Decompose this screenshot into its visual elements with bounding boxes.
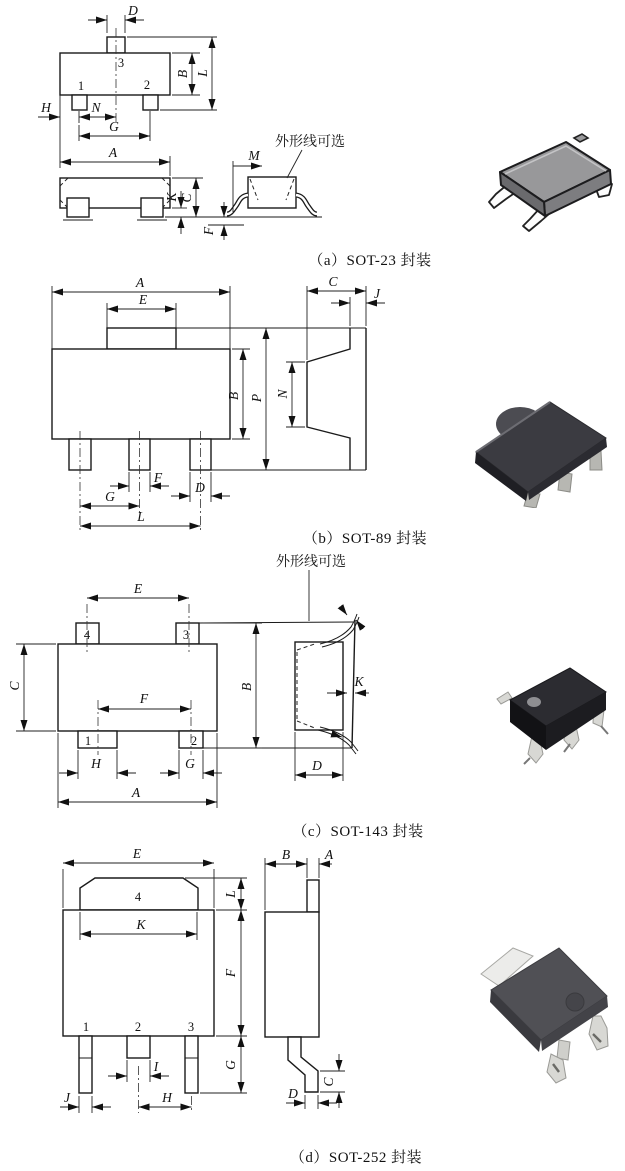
dim-label-L: L [223,890,238,898]
dim-label-H: H [91,756,101,771]
dim-label-B: B [175,69,190,79]
dim-label-D: D [288,1086,298,1101]
dim-label-F: F [223,968,238,978]
sot89-component-photo [458,380,620,508]
sot252-photo-body [481,948,608,1083]
dim-label-L: L [137,509,145,524]
pin-label-3: 3 [187,1020,195,1034]
dim-label-D: D [312,758,322,773]
sot23-top-view [60,28,170,122]
pin-label-1: 1 [84,734,92,748]
caption-sot89: （b）SOT-89 封装 [302,531,428,547]
dim-label-P: P [249,393,264,403]
dim-label-K: K [354,674,364,689]
pin-label-1: 1 [82,1020,90,1034]
dim-label-G: G [105,489,115,504]
dim-label-K: K [136,917,146,932]
dim-label-J: J [64,1090,70,1105]
dim-label-E: E [132,846,142,861]
dim-label-H: H [41,100,51,115]
sot23-photo-body [489,134,612,231]
dim-label-F: F [139,691,149,706]
dim-label-I: I [153,1059,159,1074]
dim-label-B: B [226,391,241,401]
pin-label-2: 2 [143,78,151,92]
dim-label-M: M [248,148,260,163]
dim-label-A: A [135,275,145,290]
dim-label-N: N [91,100,101,115]
dim-label-D: D [195,480,205,495]
outline-note-a: 外形线可选 [275,135,345,150]
sot89-photo-body [475,402,607,508]
pin-label-2: 2 [190,734,198,748]
sot143-photo-body [497,668,608,764]
dim-label-G: G [185,756,195,771]
dim-label-B: B [239,682,254,692]
dim-label-G: G [109,119,119,134]
pin-label-2: 2 [134,1020,142,1034]
dim-label-K: K [164,192,179,202]
sot252-component-photo [455,922,623,1084]
dim-label-L: L [195,69,210,77]
dim-label-E: E [133,581,143,596]
dim-label-C: C [179,193,194,203]
pin-label-4: 4 [83,628,91,642]
dim-label-F: F [201,226,216,236]
caption-sot143: （c）SOT-143 封装 [292,824,424,840]
caption-sot252: （d）SOT-252 封装 [289,1150,423,1166]
pin-label-1: 1 [77,79,85,93]
dim-label-J: J [374,286,380,301]
dim-label-F: F [153,470,163,485]
sot23-end-view [227,177,317,214]
sot143-component-photo [488,642,618,768]
sot23-component-photo [478,122,618,248]
dim-label-A: A [108,145,118,160]
pin-label-3: 3 [182,628,190,642]
outline-note-c: 外形线可选 [276,555,346,570]
sot252-side-view [265,880,319,1092]
dim-label-C: C [328,274,338,289]
dim-label-B: B [281,847,291,862]
sot143-top-view [58,604,217,755]
dim-label-C: C [321,1077,336,1087]
dim-label-C: C [7,681,22,691]
pin-label-4: 4 [134,890,142,904]
dim-label-D: D [128,3,138,18]
sot252-front-view [63,878,214,1113]
dim-label-E: E [138,292,148,307]
sot89-front-view [52,328,230,533]
dim-label-A: A [131,785,141,800]
pin-label-3: 3 [117,56,125,70]
sot143-side-view [199,607,363,754]
dim-label-N: N [275,389,290,399]
dim-label-A: A [324,847,334,862]
dim-label-G: G [223,1060,238,1070]
caption-sot23: （a）SOT-23 封装 [308,253,432,269]
dim-label-H: H [162,1090,172,1105]
sot23-side-view [60,178,170,220]
